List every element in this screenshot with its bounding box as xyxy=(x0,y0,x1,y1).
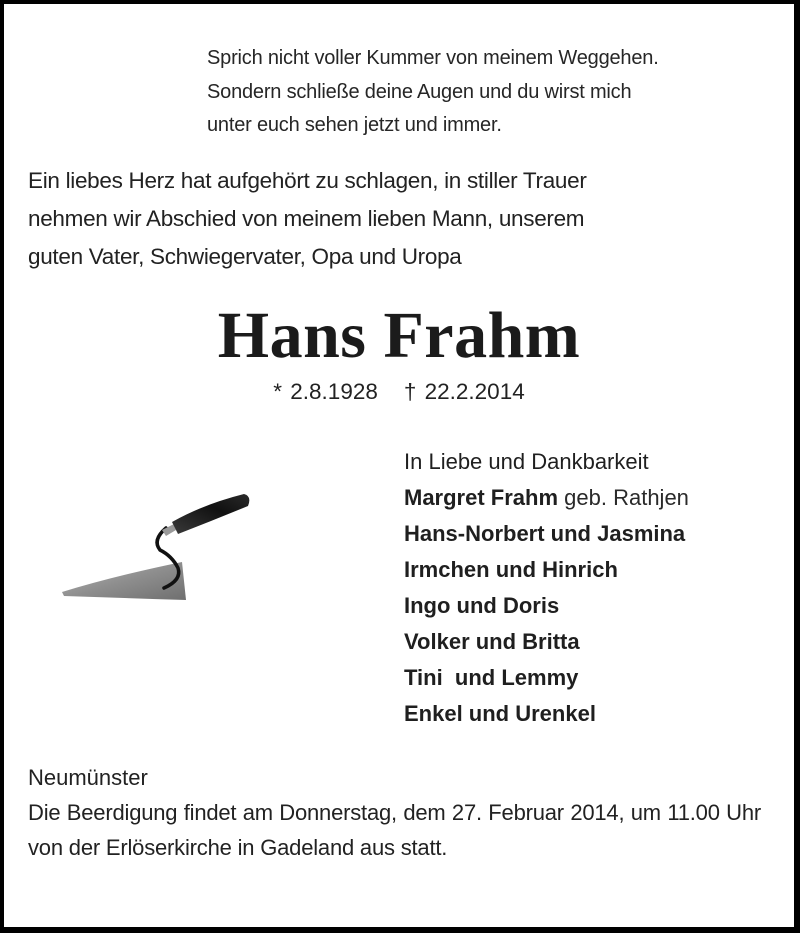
mourner-item: Enkel und Urenkel xyxy=(404,701,596,726)
place-name: Neumünster xyxy=(28,765,148,790)
birth-date: * 2.8.1928 xyxy=(273,379,378,404)
motto-line: Sondern schließe deine Augen und du wirst mich xyxy=(207,80,632,103)
intro-line: guten Vater, Schwiegervater, Opa und Uropa xyxy=(28,244,462,269)
trowel-icon xyxy=(54,484,264,614)
mourners-heading: In Liebe und Dankbarkeit xyxy=(404,449,649,474)
intro-text xyxy=(28,162,587,276)
mourner-item: Hans-Norbert und Jasmina xyxy=(404,521,686,546)
mourner-item: Ingo und Doris xyxy=(404,593,560,618)
mourner-item: Irmchen und Hinrich xyxy=(404,557,618,582)
spouse-maiden-name: geb. Rathjen xyxy=(558,485,689,510)
mourner-spouse xyxy=(404,480,689,516)
obituary-notice xyxy=(4,4,794,927)
spouse-name: Margret Frahm xyxy=(404,485,559,510)
mourners-list xyxy=(404,444,689,732)
motto-verse xyxy=(207,42,659,143)
motto-line: Sprich nicht voller Kummer von meinem Weggehen. xyxy=(207,47,659,69)
mourner-item: Tini und Lemmy xyxy=(404,665,579,690)
deceased-name: Hans Frahm xyxy=(217,299,581,372)
death-date: † 22.2.2014 xyxy=(403,379,525,404)
funeral-details: Die Beerdigung findet am Donnerstag, dem 27. Februar 2014, um 11.00 Uhr von der Erlöserkirche in Gadeland aus statt. xyxy=(28,800,761,860)
life-dates xyxy=(4,376,794,408)
intro-line: Ein liebes Herz hat aufgehört zu schlagen, in stiller Trauer xyxy=(28,168,587,193)
intro-line: nehmen wir Abschied von meinem lieben Mann, unserem xyxy=(28,206,585,231)
mourner-item: Volker und Britta xyxy=(404,629,580,654)
motto-line: unter euch sehen jetzt und immer. xyxy=(207,114,502,136)
